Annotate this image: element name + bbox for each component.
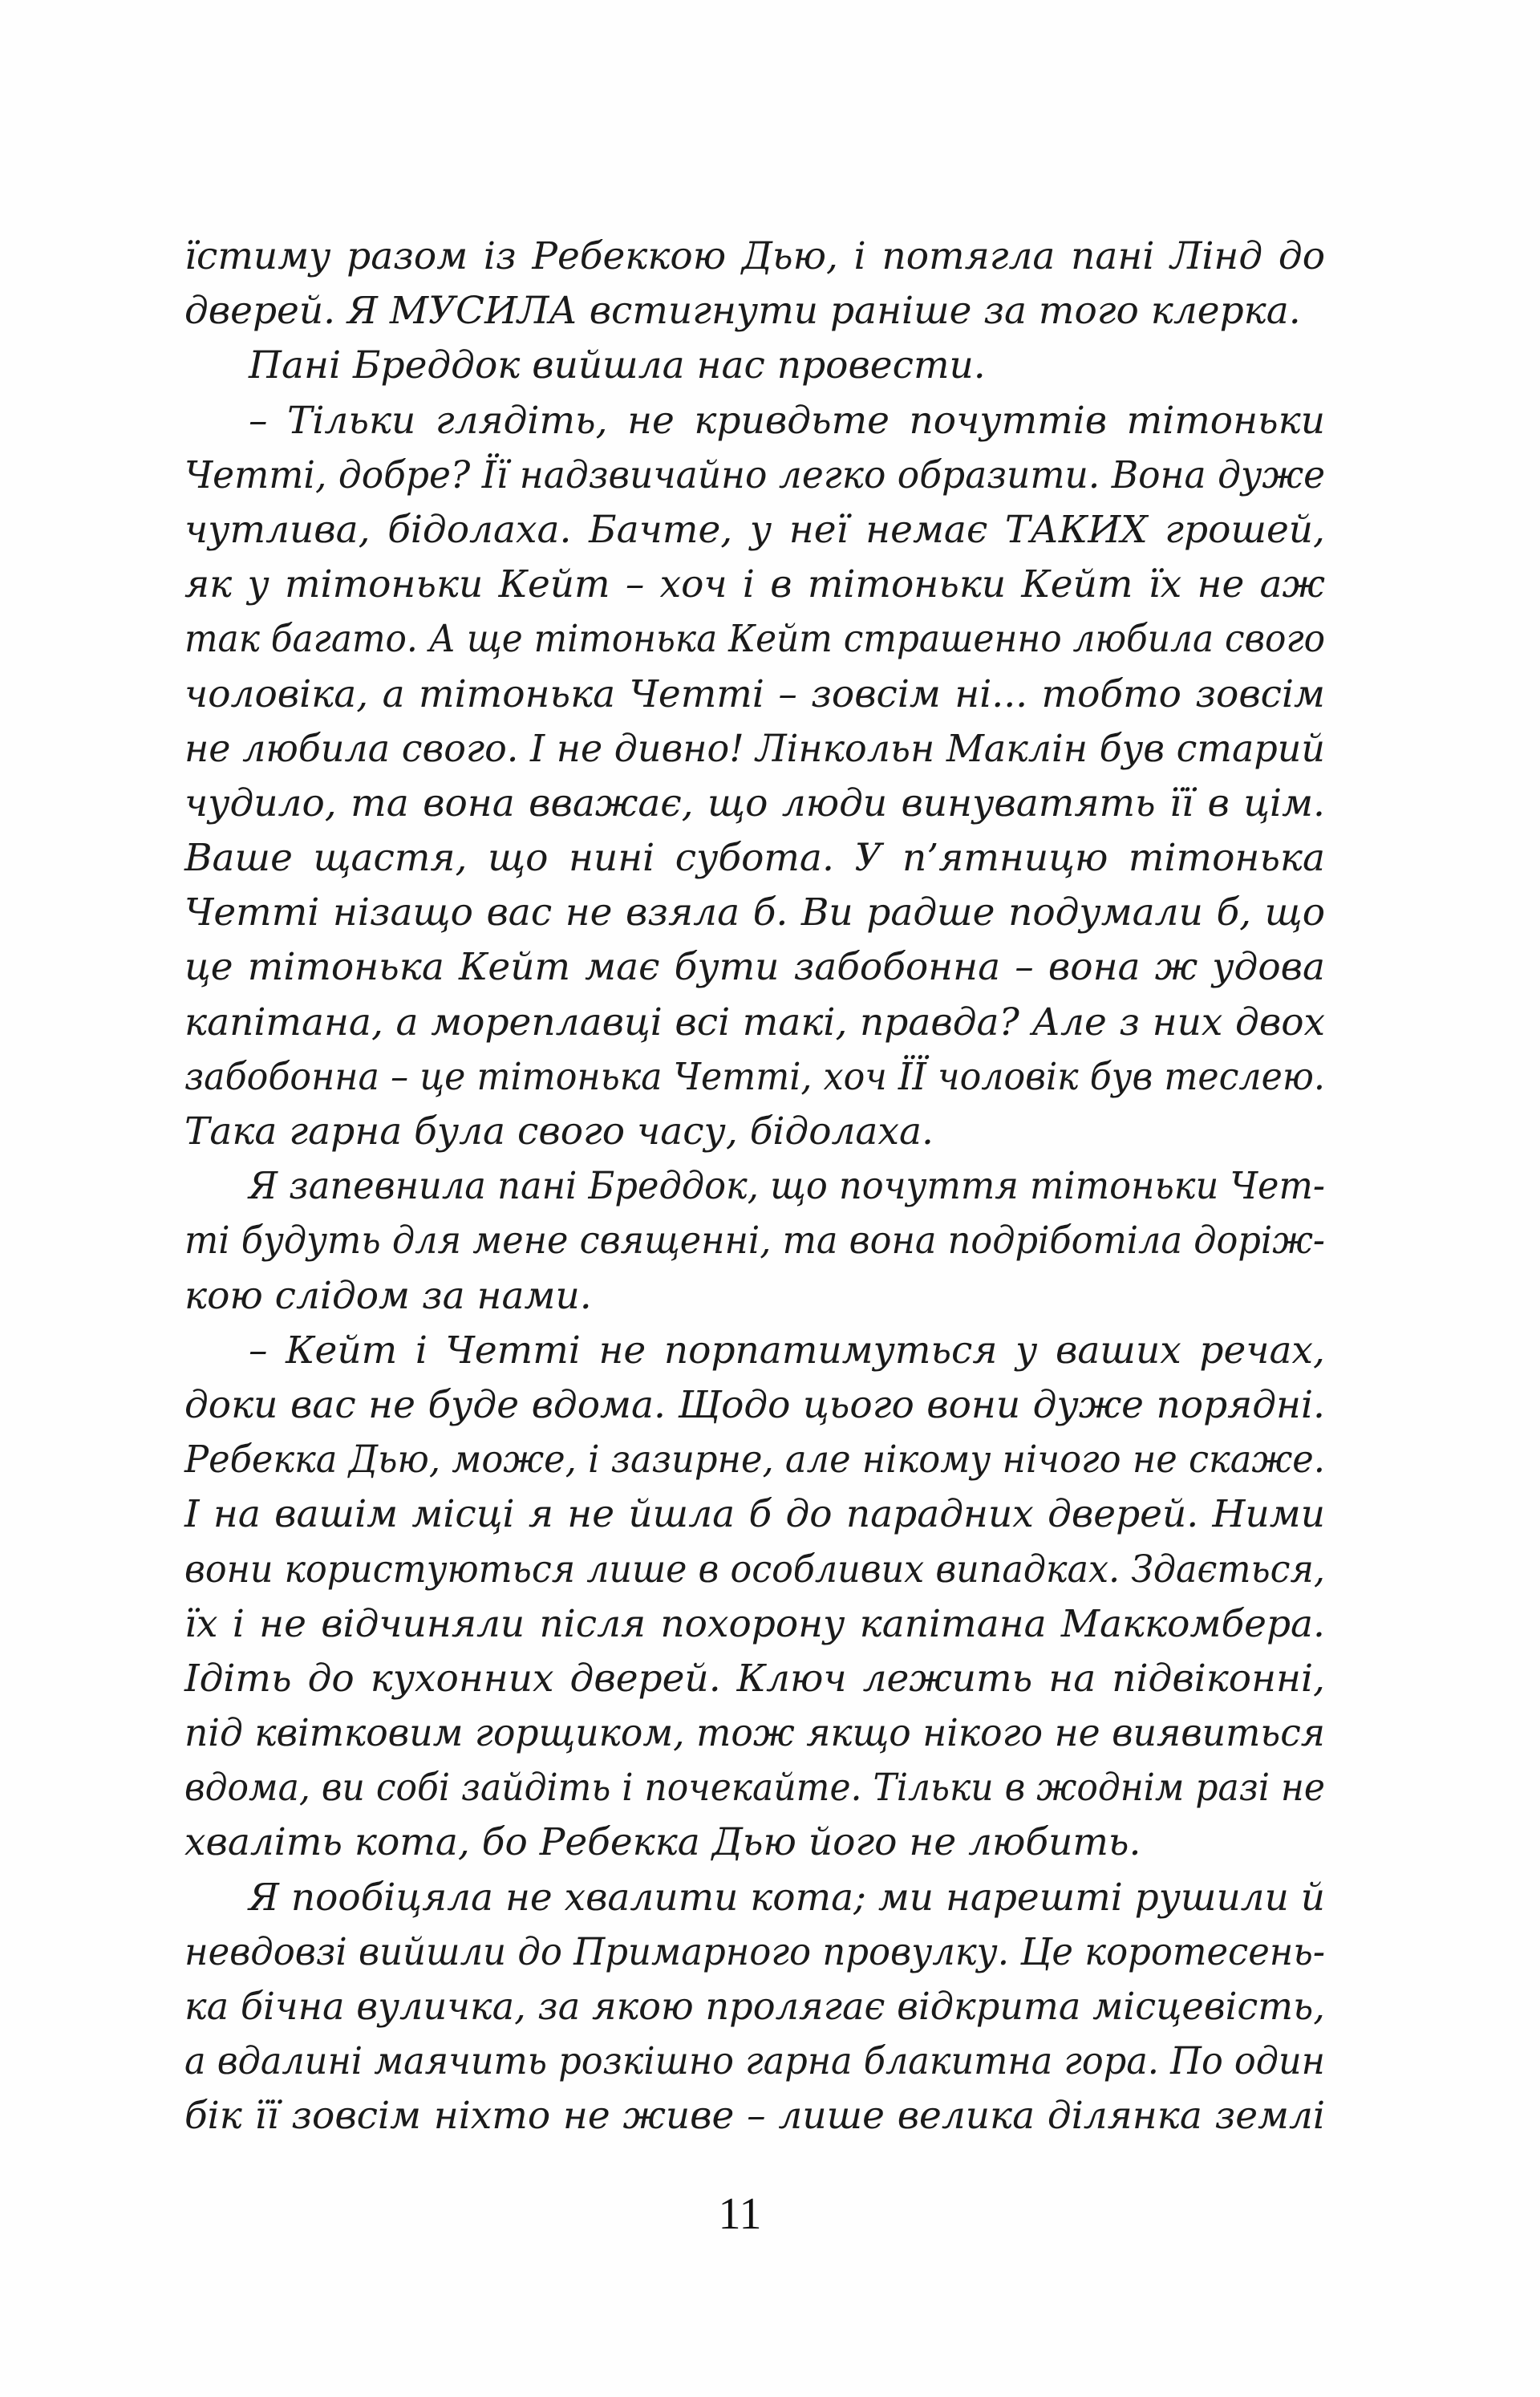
text-line: – Тільки глядіть, не кривдьте почуттів тітоньки <box>249 398 1325 443</box>
text-line: Я пообіцяла не хвалити кота; ми нарешті рушили й <box>249 1875 1325 1920</box>
text-line: ті будуть для мене священні, та вона подріботіла доріж- <box>184 1219 1325 1263</box>
body-text <box>184 229 1325 2144</box>
text-line: це тітонька Кейт має бути забобонна – вона ж удова <box>184 945 1325 990</box>
text-line: невдовзі вийшли до Примарного провулку. Це коротесень- <box>184 1929 1325 1974</box>
text-line: Пані Бреддок вийшла нас провести. <box>249 343 986 388</box>
text-line: Ідіть до кухонних дверей. Ключ лежить на підвіконні, <box>184 1656 1325 1701</box>
text-line: забобонна – це тітонька Четті, хоч ЇЇ чоловік був теслею. <box>184 1054 1325 1099</box>
page-number: 11 <box>718 2189 762 2239</box>
text-line: хваліть кота, бо Ребекка Дью його не любить. <box>184 1820 1141 1865</box>
text-line: чудило, та вона вважає, що люди винуватять її в цім. <box>184 781 1325 825</box>
text-line: Четті нізащо вас не взяла б. Ви радше подумали б, що <box>184 890 1325 935</box>
text-line: Така гарна була свого часу, бідолаха. <box>184 1109 934 1154</box>
text-line: ка бічна вуличка, за якою пролягає відкрита місцевість, <box>184 1985 1325 2029</box>
text-line: бік її зовсім ніхто не живе – лише велика ділянка землі <box>184 2094 1325 2139</box>
text-line: їх і не відчиняли після похорону капітана Маккомбера. <box>184 1601 1325 1646</box>
text-line: а вдалині маячить розкішно гарна блакитна гора. По один <box>184 2039 1325 2084</box>
text-line: Ваше щастя, що нині субота. У п’ятницю тітонька <box>184 836 1325 881</box>
text-line: доки вас не буде вдома. Щодо цього вони дуже порядні. <box>184 1382 1325 1427</box>
text-line: їстиму разом із Ребеккою Дью, і потягла пані Лінд до <box>184 234 1325 278</box>
text-line: так багато. А ще тітонька Кейт страшенно любила свого <box>184 617 1325 662</box>
text-line: не любила свого. І не дивно! Лінкольн Маклін був старий <box>184 726 1325 771</box>
text-line: Я запевнила пані Бреддок, що почуття тітоньки Чет- <box>249 1164 1325 1209</box>
text-line: – Кейт і Четті не порпатимуться у ваших речах, <box>249 1328 1325 1373</box>
text-line: Ребекка Дью, може, і зазирне, але нікому нічого не скаже. <box>184 1438 1325 1482</box>
text-line: кою слідом за нами. <box>184 1273 592 1318</box>
text-line: як у тітоньки Кейт – хоч і в тітоньки Кейт їх не аж <box>184 562 1325 607</box>
text-line: дверей. Я МУСИЛА встигнути раніше за того клерка. <box>184 289 1301 334</box>
text-line: вдома, ви собі зайдіть і почекайте. Тільки в жоднім разі не <box>184 1766 1325 1811</box>
text-line: І на вашім місці я не йшла б до парадних дверей. Ними <box>184 1492 1325 1537</box>
text-line: Четті, добре? Її надзвичайно легко образити. Вона дуже <box>184 452 1325 497</box>
text-line: під квітковим горщиком, тож якщо нікого не виявиться <box>184 1711 1325 1756</box>
text-line: вони користуються лише в особливих випадках. Здається, <box>184 1547 1325 1592</box>
text-line: капітана, а мореплавці всі такі, правда? Але з них двох <box>184 1000 1325 1044</box>
text-line: чутлива, бідолаха. Бачте, у неї немає ТАКИХ грошей, <box>184 507 1325 552</box>
text-line: чоловіка, а тітонька Четті – зовсім ні... тобто зовсім <box>184 671 1325 716</box>
